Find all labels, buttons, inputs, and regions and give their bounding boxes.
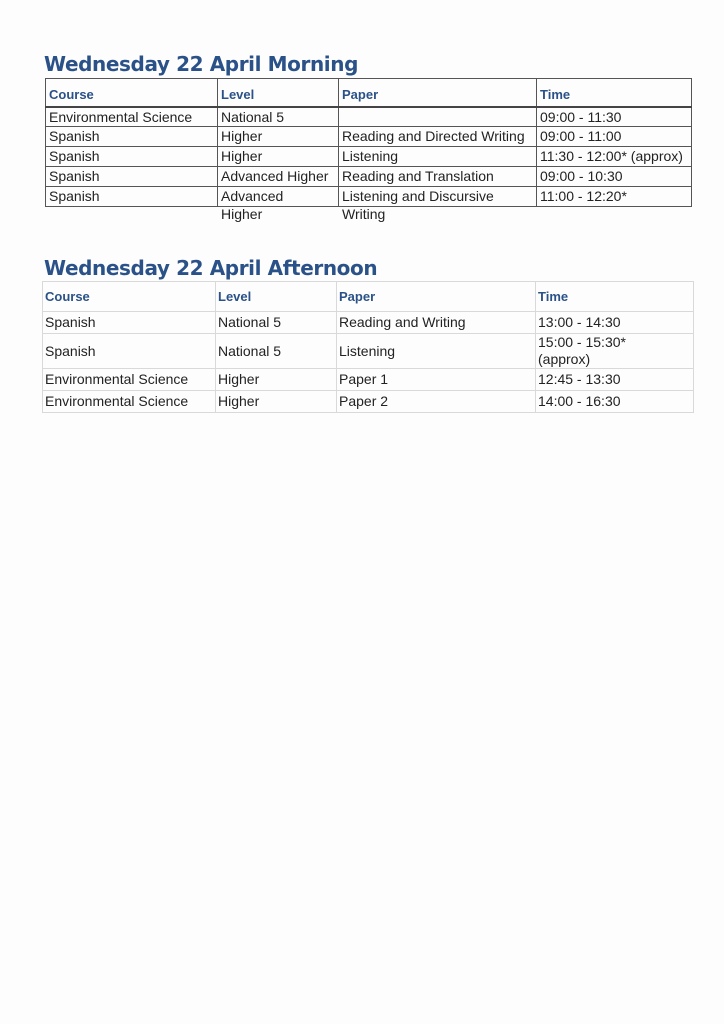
cell-paper: Listening and Discursive Writing xyxy=(339,187,537,207)
header-level: Level xyxy=(216,282,337,312)
table-row xyxy=(46,167,692,187)
cell-course: Environmental Science xyxy=(46,107,218,127)
cell-time: 15:00 - 15:30* (approx) xyxy=(536,334,694,369)
cell-level: Higher xyxy=(218,147,339,167)
header-paper: Paper xyxy=(339,79,537,107)
table-header-row xyxy=(43,282,694,312)
header-time: Time xyxy=(537,79,692,107)
morning-heading: Wednesday 22 April Morning xyxy=(44,52,359,76)
cell-level: Higher xyxy=(218,127,339,147)
cell-paper: Reading and Directed Writing xyxy=(339,127,537,147)
table-row xyxy=(43,391,694,413)
cell-level: Higher xyxy=(216,391,337,413)
header-level: Level xyxy=(218,79,339,107)
cell-course: Spanish xyxy=(46,167,218,187)
header-time: Time xyxy=(536,282,694,312)
cell-paper: Listening xyxy=(339,147,537,167)
cell-course: Spanish xyxy=(46,127,218,147)
table-row xyxy=(43,334,694,369)
afternoon-timetable xyxy=(42,281,694,413)
cell-paper: Paper 2 xyxy=(337,391,536,413)
header-course: Course xyxy=(43,282,216,312)
table-row xyxy=(46,127,692,147)
cell-time: 11:30 - 12:00* (approx) xyxy=(537,147,692,167)
table-row xyxy=(46,187,692,207)
cell-level: Advanced Higher xyxy=(218,187,339,207)
cell-time: 13:00 - 14:30 xyxy=(536,312,694,334)
cell-time: 11:00 - 12:20* xyxy=(537,187,692,207)
cell-time: 09:00 - 11:00 xyxy=(537,127,692,147)
header-paper: Paper xyxy=(337,282,536,312)
table-row xyxy=(46,107,692,127)
header-course: Course xyxy=(46,79,218,107)
cell-time: 12:45 - 13:30 xyxy=(536,369,694,391)
table-header-row xyxy=(46,79,692,107)
cell-level: Higher xyxy=(216,369,337,391)
cell-paper: Reading and Translation xyxy=(339,167,537,187)
cell-time: 14:00 - 16:30 xyxy=(536,391,694,413)
morning-timetable xyxy=(45,78,692,222)
cell-paper: Paper 1 xyxy=(337,369,536,391)
table-row xyxy=(43,312,694,334)
table-row xyxy=(43,369,694,391)
cell-course: Environmental Science xyxy=(43,369,216,391)
cell-paper: Listening xyxy=(337,334,536,369)
cell-level: National 5 xyxy=(216,312,337,334)
afternoon-heading: Wednesday 22 April Afternoon xyxy=(44,256,378,280)
cell-level: Advanced Higher xyxy=(218,167,339,187)
cell-level: National 5 xyxy=(218,107,339,127)
cell-course: Spanish xyxy=(46,187,218,207)
table-row xyxy=(46,147,692,167)
cell-time: 09:00 - 11:30 xyxy=(537,107,692,127)
cell-paper: Reading and Writing xyxy=(337,312,536,334)
cell-course: Spanish xyxy=(43,334,216,369)
cell-course: Spanish xyxy=(43,312,216,334)
cell-course: Spanish xyxy=(46,147,218,167)
cell-level: National 5 xyxy=(216,334,337,369)
cell-time: 09:00 - 10:30 xyxy=(537,167,692,187)
cell-paper xyxy=(339,107,537,127)
cell-course: Environmental Science xyxy=(43,391,216,413)
